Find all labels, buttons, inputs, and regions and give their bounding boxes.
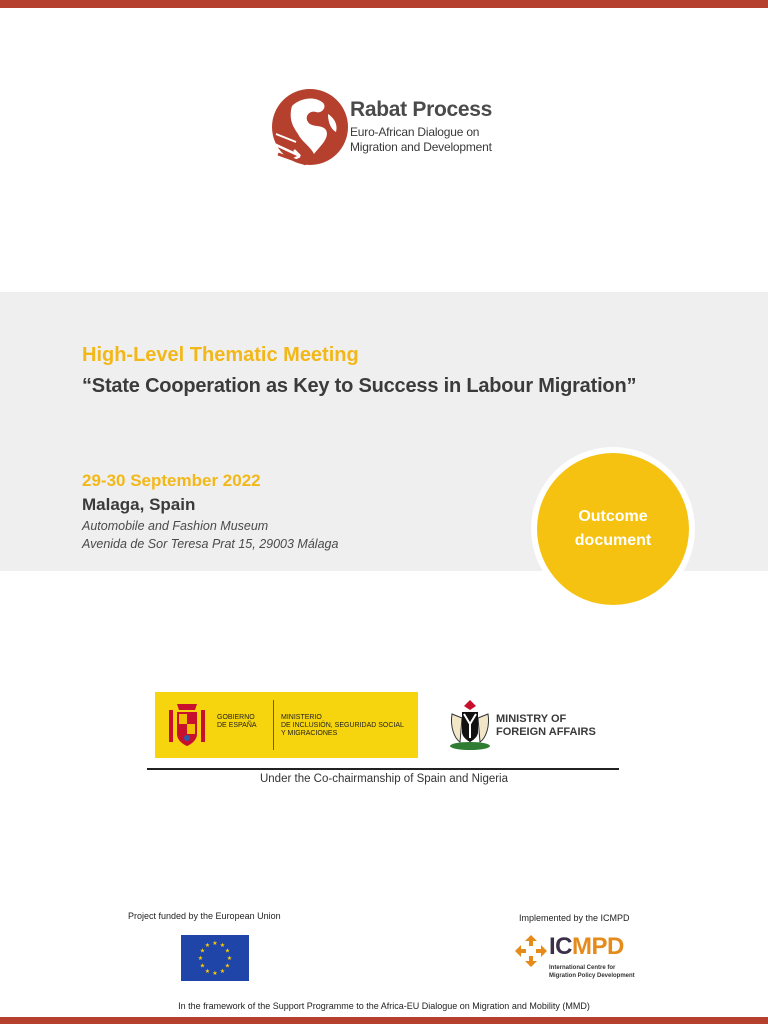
bottom-accent-bar	[0, 1017, 768, 1024]
svg-text:★: ★	[204, 942, 211, 949]
svg-text:★: ★	[212, 940, 218, 947]
meeting-date: 29-30 September 2022	[82, 471, 261, 490]
nigeria-line2: FOREIGN AFFAIRS	[496, 726, 596, 738]
logo-subtitle-line1: Euro-African Dialogue on	[350, 125, 480, 139]
globe-logo-icon	[270, 84, 348, 170]
svg-text:★: ★	[226, 955, 233, 962]
eu-flag-icon	[181, 935, 249, 981]
rabat-process-logo	[270, 84, 510, 174]
spain-ministerio-text	[281, 714, 404, 738]
meeting-type: High-Level Thematic Meeting	[82, 344, 359, 366]
logo-subtitle-line2: Migration and Development	[350, 140, 492, 154]
svg-text:★: ★	[219, 942, 226, 949]
logo-subtitle	[350, 125, 492, 155]
gobierno-line2: DE ESPAÑA	[217, 722, 257, 729]
top-accent-bar	[0, 0, 768, 8]
meeting-address: Avenida de Sor Teresa Prat 15, 29003 Málaga	[82, 537, 339, 551]
meeting-venue: Automobile and Fashion Museum	[82, 519, 269, 533]
spain-government-logo	[155, 692, 418, 758]
icmpd-prefix: IC	[549, 933, 572, 960]
badge-line1: Outcome	[578, 508, 648, 525]
spain-logo-separator	[273, 700, 274, 750]
funded-by-label: Project funded by the European Union	[128, 911, 281, 921]
svg-text:★: ★	[199, 962, 206, 970]
icmpd-sub-line1: International Centre for	[549, 965, 616, 971]
icmpd-highlight: MPD	[572, 933, 624, 960]
nigeria-coat-of-arms-icon	[446, 698, 494, 752]
svg-text:★: ★	[197, 955, 204, 962]
icmpd-arrows-icon	[514, 934, 548, 968]
icmpd-subtitle	[549, 964, 635, 980]
gobierno-line1: GOBIERNO	[217, 714, 255, 721]
spain-gobierno-text	[217, 714, 257, 730]
logo-title: Rabat Process	[350, 98, 493, 121]
ministerio-line2: DE INCLUSIÓN, SEGURIDAD SOCIAL	[281, 722, 404, 729]
ministerio-line3: Y MIGRACIONES	[281, 730, 338, 737]
ministerio-line1: MINISTERIO	[281, 714, 322, 721]
svg-text:★: ★	[219, 968, 226, 975]
svg-text:★: ★	[199, 947, 206, 955]
svg-text:★: ★	[212, 970, 218, 977]
svg-text:★: ★	[224, 947, 231, 955]
spain-coat-of-arms-icon	[167, 700, 207, 752]
outcome-document-badge	[537, 453, 689, 605]
cochair-caption: Under the Co-chairmanship of Spain and Nigeria	[259, 773, 509, 785]
icmpd-wordmark	[549, 933, 624, 961]
implemented-by-label: Implemented by the ICMPD	[519, 913, 630, 923]
nigeria-ministry-text	[496, 713, 596, 739]
cochair-divider	[147, 768, 619, 770]
svg-text:★: ★	[204, 968, 211, 975]
icmpd-sub-line2: Migration Policy Development	[549, 973, 635, 979]
svg-text:★: ★	[224, 962, 231, 970]
badge-line2: document	[574, 532, 652, 549]
meeting-city: Malaga, Spain	[82, 495, 196, 514]
framework-caption: In the framework of the Support Programme to the Africa-EU Dialogue on Migration and Mobility (MMD)	[178, 1001, 590, 1011]
meeting-title: “State Cooperation as Key to Success in Labour Migration”	[82, 375, 637, 397]
nigeria-line1: MINISTRY OF	[496, 713, 567, 725]
